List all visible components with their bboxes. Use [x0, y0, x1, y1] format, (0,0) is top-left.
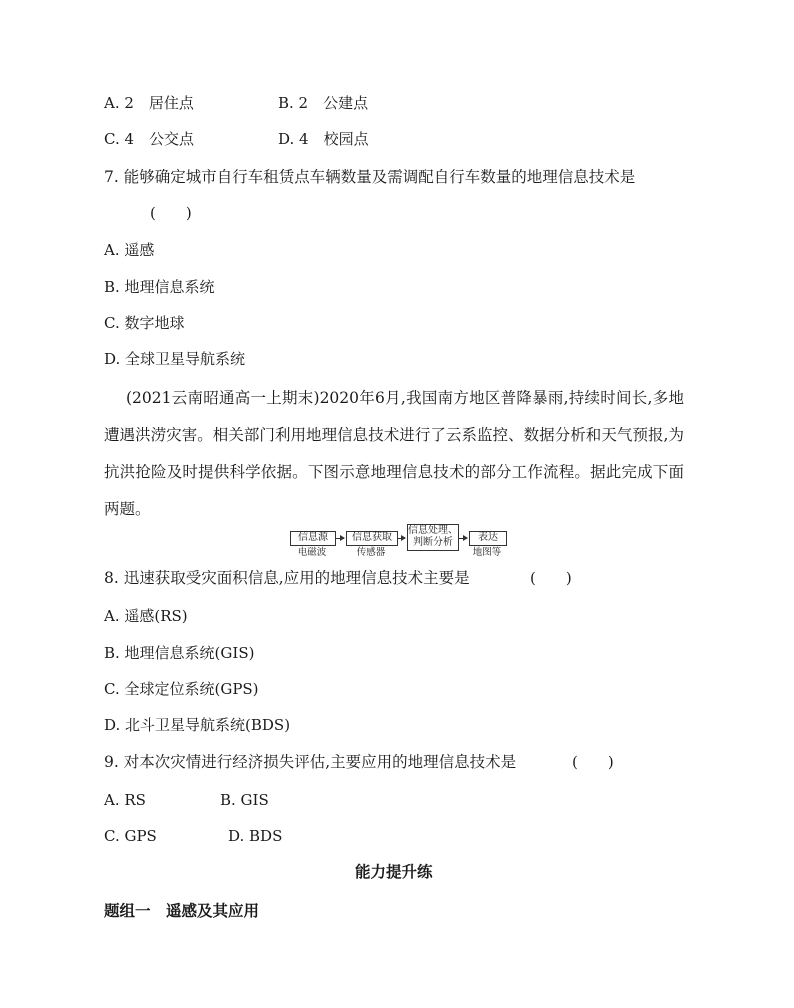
reading-passage [104, 380, 684, 528]
q9-stem: 9. 对本次灾情进行经济损失评估,主要应用的地理信息技术是 [104, 753, 517, 771]
q6-option-d: D. 4 校园点 [278, 130, 369, 148]
diagram-box-info-acquisition: 信息获取 [346, 531, 398, 546]
q7-option-d: D. 全球卫星导航系统 [104, 350, 246, 368]
q8-option-b: B. 地理信息系统(GIS) [104, 644, 255, 662]
q9-option-b: B. GIS [220, 791, 269, 809]
q8-stem: 8. 迅速获取受灾面积信息,应用的地理信息技术主要是 [104, 569, 470, 587]
q7-option-a: A. 遥感 [104, 241, 155, 259]
q7-answer-blank: ( ) [150, 204, 192, 222]
q9-option-c: C. GPS [104, 827, 157, 845]
q6-option-c: C. 4 公交点 [104, 130, 195, 148]
q6-option-a: A. 2 居住点 [104, 94, 194, 112]
section-title: 能力提升练 [355, 862, 433, 881]
diagram-arrow [336, 538, 344, 539]
passage-text: (2021云南昭通高一上期末)2020年6月,我国南方地区普降暴雨,持续时间长,多地遭遇洪涝灾害。相关部门利用地理信息技术进行了云系监控、数据分析和天气预报,为抗洪抢险及时提供科学依据。下图示意地理信息技术的部分工作流程。据此完成下面两题。 [104, 389, 684, 518]
q8-option-a: A. 遥感(RS) [104, 607, 188, 625]
q8-option-c: C. 全球定位系统(GPS) [104, 680, 259, 698]
diagram-box-info-processing [407, 524, 459, 551]
diagram-box-processing-line1: 信息处理、 [408, 525, 458, 536]
diagram-arrow [398, 538, 405, 539]
diagram-box-expression: 表达 [469, 531, 507, 546]
q7-stem: 7. 能够确定城市自行车租赁点车辆数量及需调配自行车数量的地理信息技术是 [104, 168, 636, 186]
q8-answer-blank: ( ) [530, 569, 572, 587]
q6-option-b: B. 2 公建点 [278, 94, 369, 112]
q9-option-a: A. RS [104, 791, 146, 809]
q9-answer-blank: ( ) [572, 753, 614, 771]
q8-option-d: D. 北斗卫星导航系统(BDS) [104, 716, 291, 734]
diagram-box-processing-line2: 判断分析 [413, 537, 453, 548]
diagram-label-electromagnetic: 电磁波 [297, 547, 327, 558]
q7-option-b: B. 地理信息系统 [104, 278, 215, 296]
diagram-arrow [459, 538, 467, 539]
gis-workflow-diagram [290, 523, 530, 559]
diagram-label-maps: 地图等 [472, 547, 502, 558]
q7-option-c: C. 数字地球 [104, 314, 185, 332]
diagram-label-sensor: 传感器 [356, 547, 386, 558]
diagram-box-info-source: 信息源 [290, 531, 336, 546]
q9-option-d: D. BDS [228, 827, 283, 845]
group-title: 题组一 遥感及其应用 [104, 901, 260, 920]
